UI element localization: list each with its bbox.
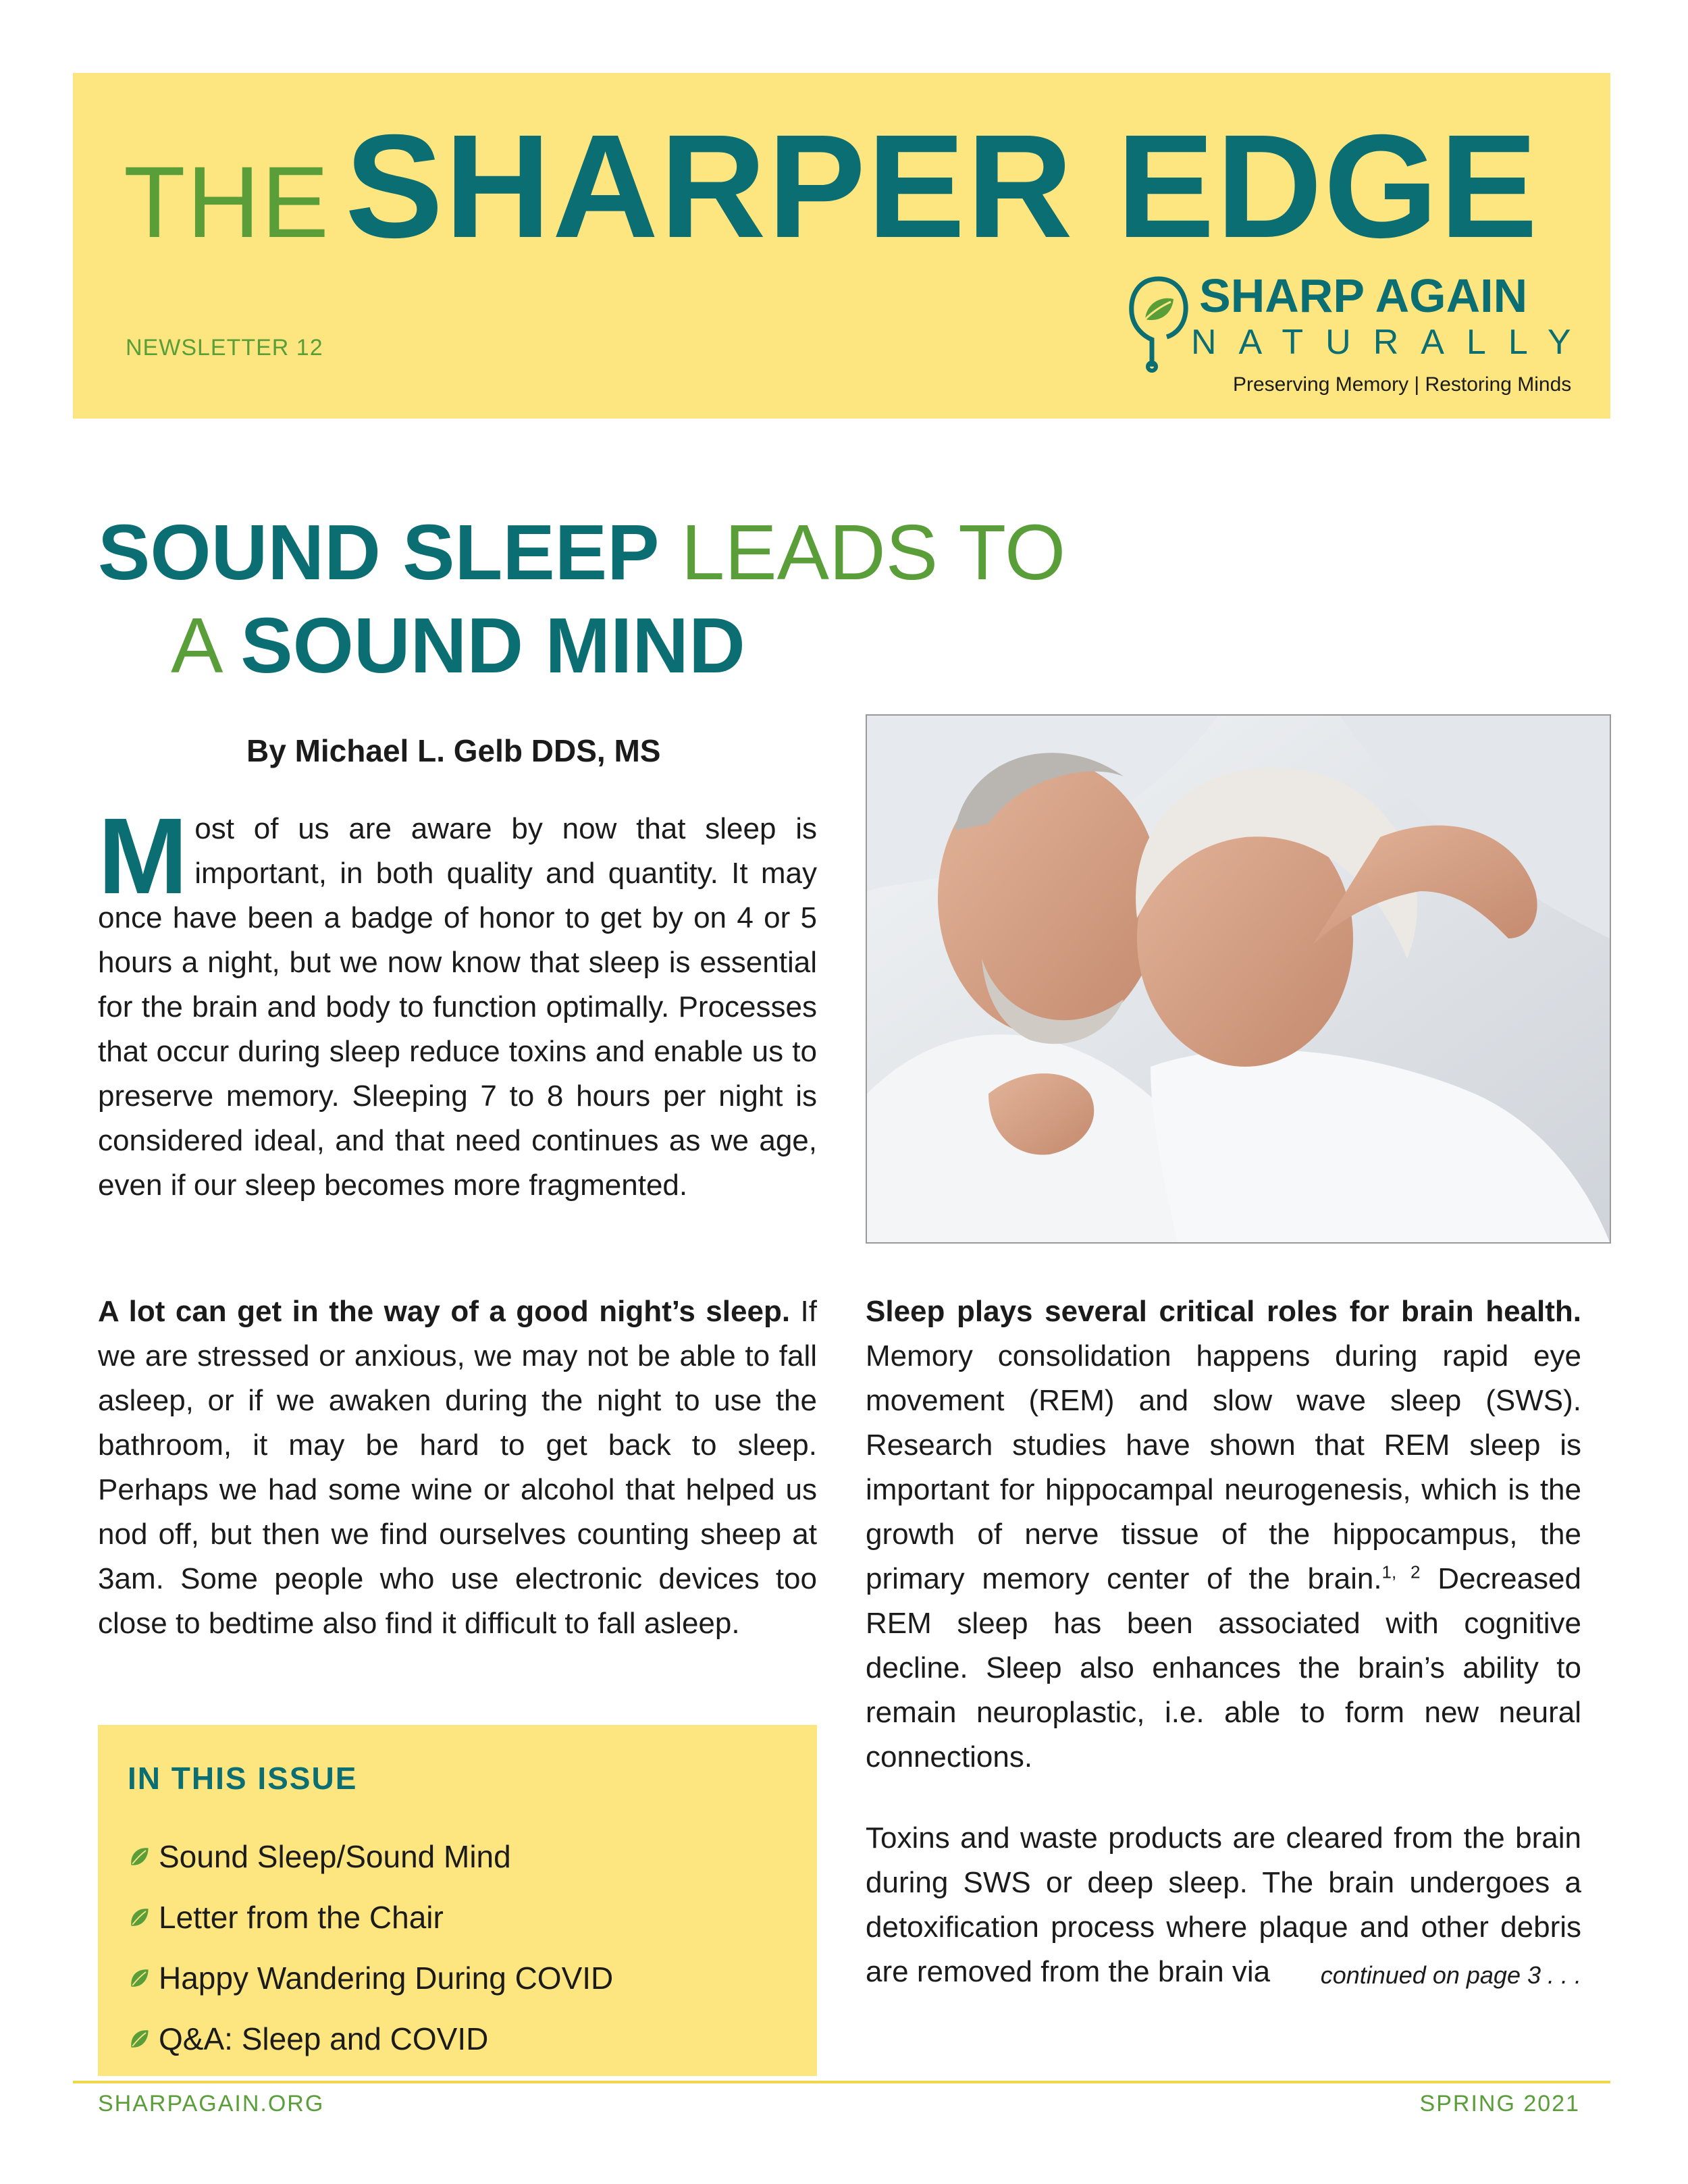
leaf-icon [128,2027,152,2051]
paragraph-2-text: If we are stressed or anxious, we may not be able to fall asleep, or if we awaken during the night to use the bathroom, it may be hard to get back to sleep. Perhaps we had some wine or alcohol that helped us nod off, but then we find ourselves counting sheep at 3am. Some people who use electronic devices too close to bedtime also find it difficult to fall asleep. [98,1295,817,1640]
footer-season: SPRING 2021 [1419,2091,1580,2116]
headline-light-1: LEADS TO [681,508,1066,596]
leaf-icon [128,1905,152,1929]
paragraph-4-text: Toxins and waste products are cleared from the brain during SWS or deep sleep. The brain undergoes a detoxification process where plaque and other debris are removed from the brain via [866,1821,1581,1988]
brand-tagline: Preserving Memory | Restoring Minds [1233,373,1572,396]
brand-name: SHARP AGAIN [1199,269,1528,322]
citation-superscript: 1, 2 [1381,1562,1421,1582]
footer-website[interactable]: SHARPAGAIN.ORG [98,2091,325,2116]
article-headline [98,508,1066,689]
newsletter-title [124,105,1539,269]
paragraph-1-text: ost of us are aware by now that sleep is important, in both quality and quantity. It may once have been a badge of honor to get by on 4 or 5 hours a night, but we now know that sleep is essential for the brain and body to function optimally. Processes that occur during sleep reduce toxins and enable us to preserve memory. Sleeping 7 to 8 hours per night is considered ideal, and that need continues as we age, even if our sleep becomes more fragmented. [98,812,817,1202]
paragraph-3-lead: Sleep plays several critical roles for brain health. [866,1295,1581,1328]
issue-item-label: Q&A: Sleep and COVID [159,2021,489,2056]
leaf-icon [128,1844,152,1869]
issue-item-label: Happy Wandering During COVID [159,1961,614,1996]
lead-paragraph [98,795,817,1208]
headline-bold-1: SOUND SLEEP [98,508,660,596]
couple-sleeping-photo [866,714,1611,1244]
footer-divider [73,2081,1610,2083]
title-main: SHARPER EDGE [345,105,1539,269]
photo-illustration [867,716,1610,1242]
masthead [73,73,1610,419]
title-the: THE [124,145,330,259]
paragraph-2 [98,1289,817,1646]
drop-cap: M [98,795,188,916]
paragraph-3-text-a: Memory consolidation happens during rapid eye movement (REM) and slow wave sleep (SWS). Research studies have shown that REM sleep is important for hippocampal neurogenesis, which is the growth of nerve tissue of the hippocampus, the primary memory center of the brain. [866,1339,1581,1595]
paragraph-2-lead: A lot can get in the way of a good night’s sleep. [98,1295,791,1328]
issue-number: NEWSLETTER 12 [126,335,323,361]
in-this-issue-heading: IN THIS ISSUE [128,1761,358,1796]
issue-list [128,1826,613,2069]
byline: By Michael L. Gelb DDS, MS [246,733,661,768]
issue-item-label: Letter from the Chair [159,1900,444,1935]
in-this-issue-box [98,1725,817,2076]
issue-item-label: Sound Sleep/Sound Mind [159,1839,511,1874]
issue-list-item[interactable] [128,2008,613,2069]
head-leaf-icon [1125,272,1192,373]
brand-subtitle: NATURALLY [1191,323,1593,362]
leaf-icon [128,1966,152,1990]
brand-logo [1125,269,1625,407]
issue-list-item[interactable] [128,1948,613,2008]
issue-list-item[interactable] [128,1887,613,1948]
issue-list-item[interactable] [128,1826,613,1887]
headline-bold-2: SOUND MIND [240,602,745,689]
continued-note: continued on page 3 . . . [1320,1961,1581,1989]
paragraph-3-text-b: Decreased REM sleep has been associated with cognitive decline. Sleep also enhances the brain’s ability to remain neuroplastic, i.e. able to form new neural connections. [866,1562,1581,1774]
headline-light-2: A [171,602,219,689]
paragraph-3 [866,1289,1581,1780]
